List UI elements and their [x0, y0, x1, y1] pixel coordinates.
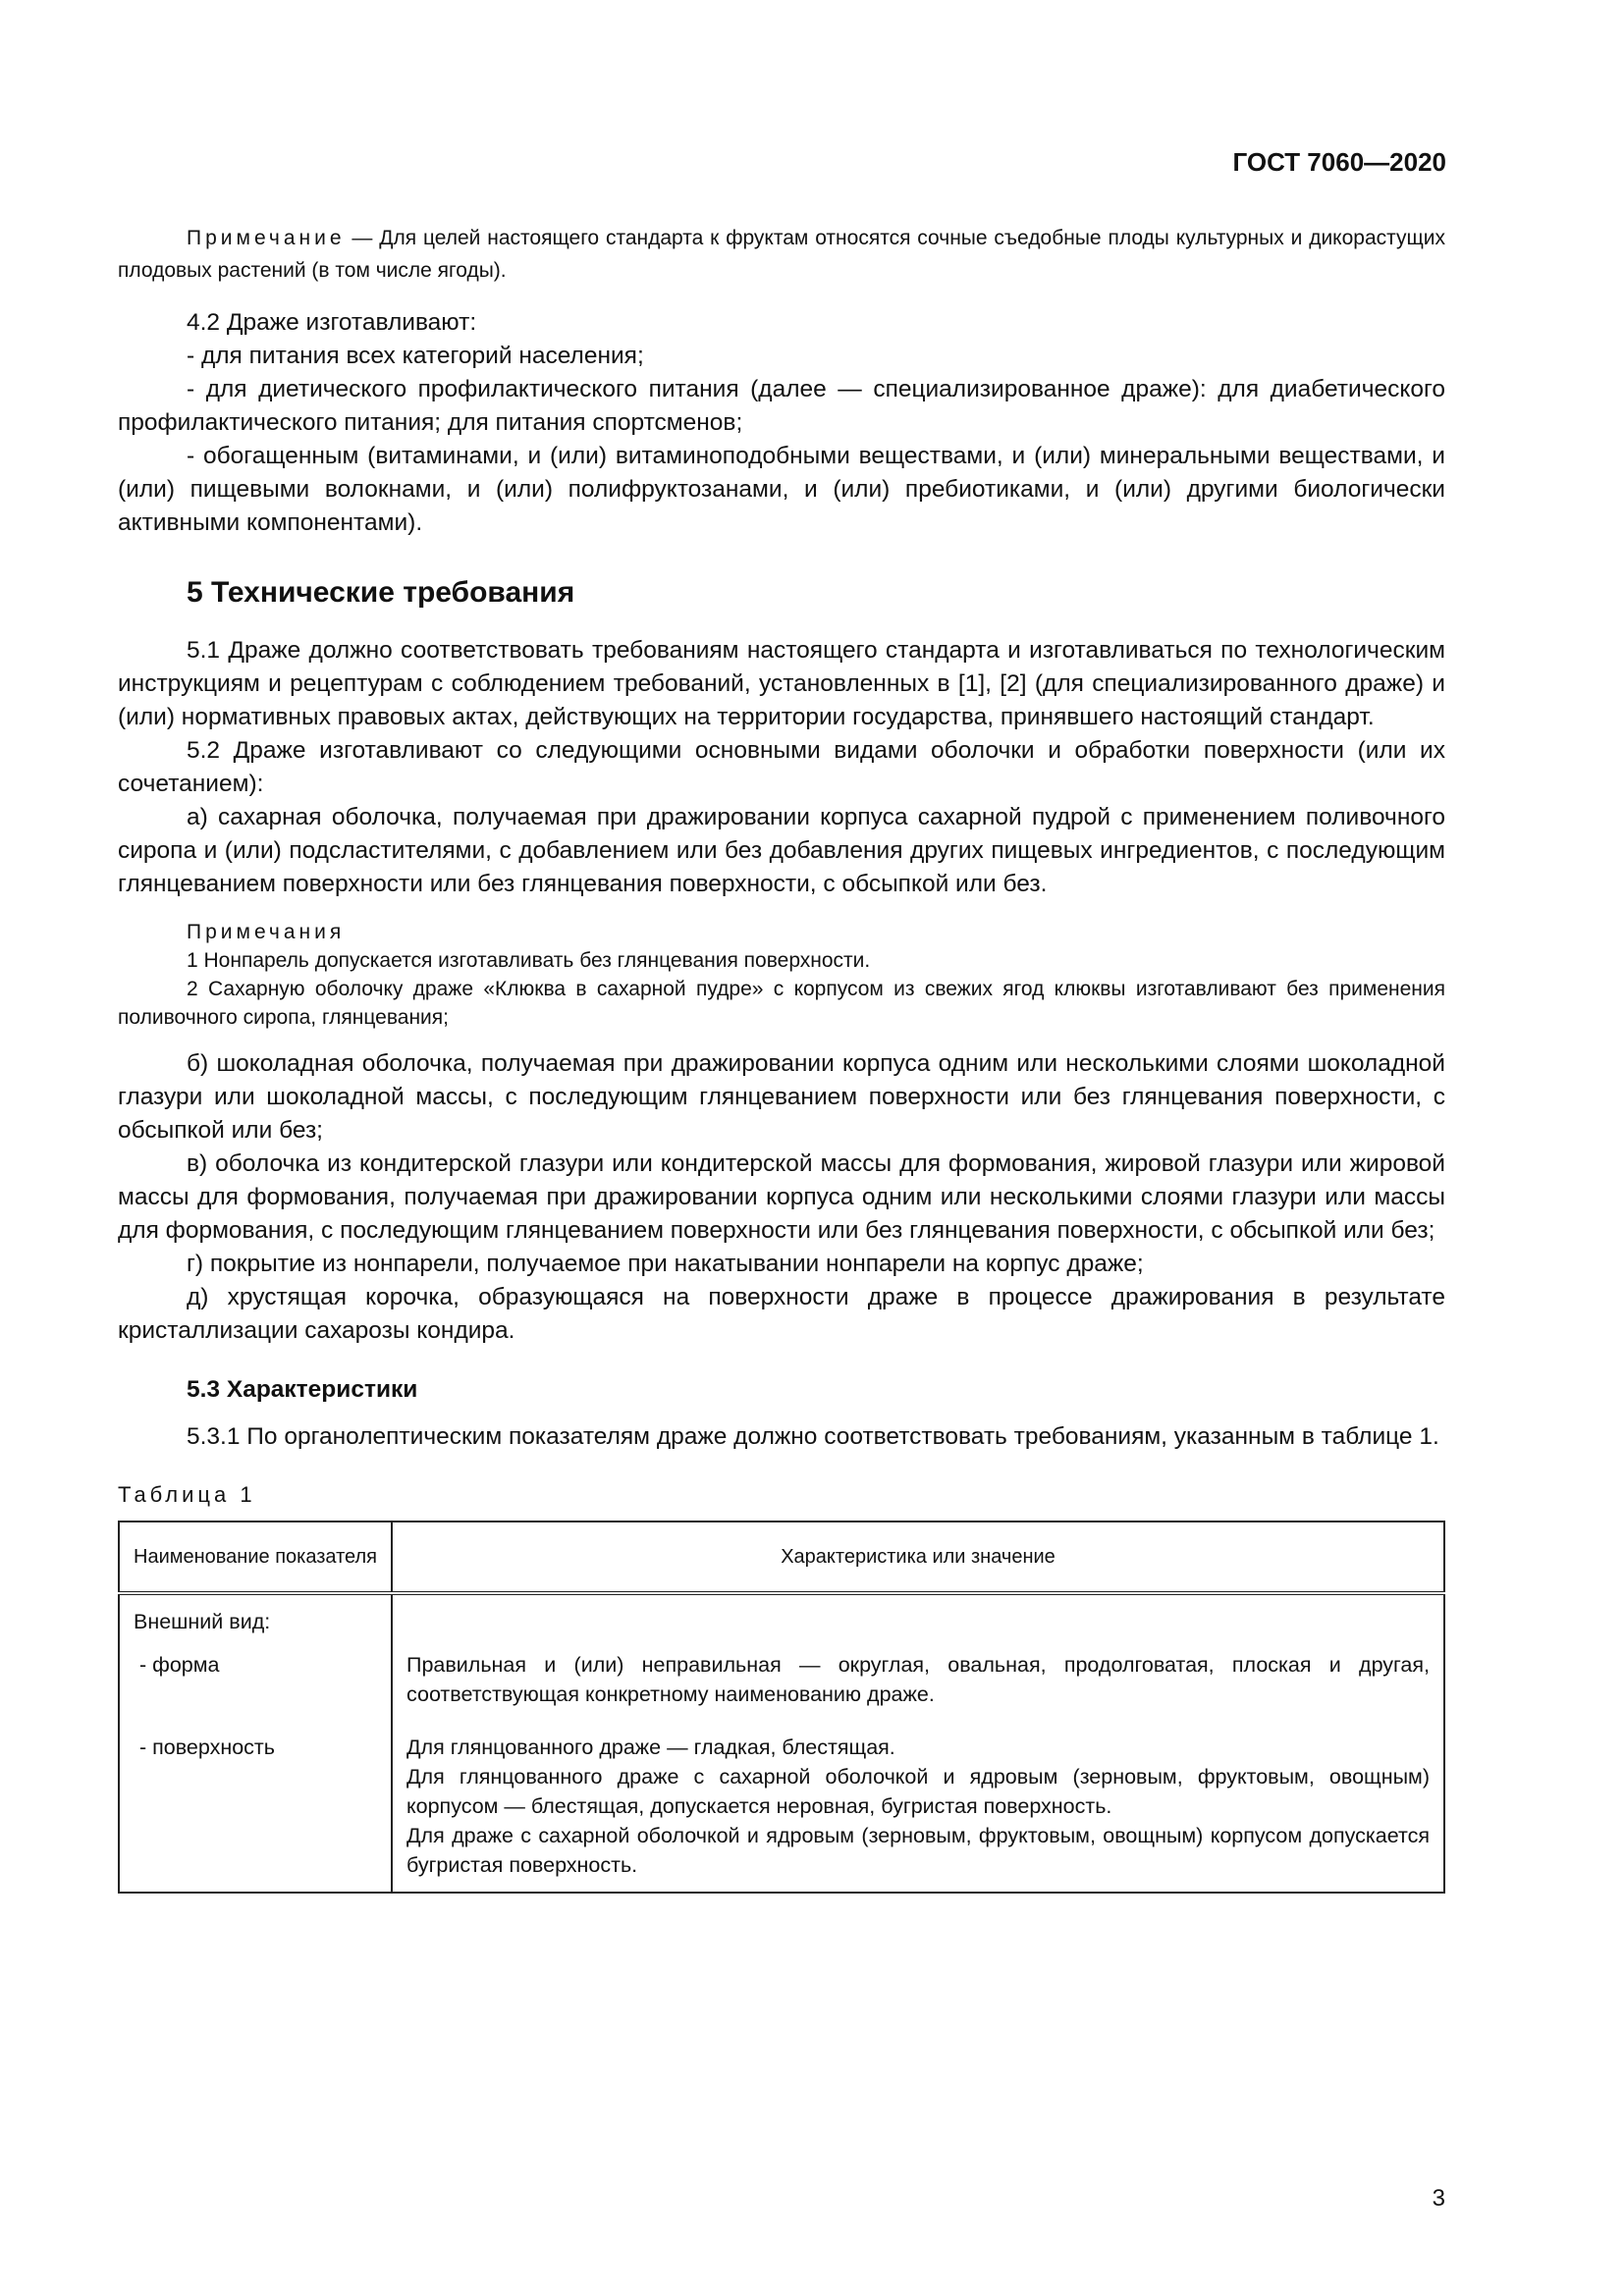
page-content	[118, 222, 1445, 1894]
table-cell-name: - поверхность	[119, 1713, 392, 1893]
notes-block	[118, 919, 1445, 1032]
characteristics-table	[118, 1521, 1445, 1894]
section-title: 5 Технические требования	[187, 576, 575, 609]
clause-4-2-item: - для диетического профилактического питания (далее — специализированное драже): для диабетического профилактического питания; для питания спортсменов;	[118, 376, 1445, 436]
table-header-row	[119, 1522, 1444, 1593]
table-row	[119, 1713, 1444, 1893]
intro-note	[118, 222, 1445, 287]
cell-line: Для глянцованного драже — гладкая, блестящая.	[406, 1735, 895, 1759]
standard-code: ГОСТ 7060—2020	[1232, 147, 1446, 177]
clause-item-g: г) покрытие из нонпарели, получаемое при накатывании нонпарели на корпус драже;	[187, 1251, 1144, 1277]
note-item: 2 Сахарную оболочку драже «Клюква в сахарной пудре» с корпусом из свежих ягод клюквы изготавливают без применения поливочного сиропа, глянцевания;	[118, 978, 1445, 1029]
clause-item-v: в) оболочка из кондитерской глазури или кондитерской массы для формования, жировой глазури или жировой массы для формования, получаемая при дражировании корпуса одним или несколькими слоями глазури или массы для формования, с последующим глянцеванием поверхности или без глянцевания поверхности, с обсыпкой или без;	[118, 1150, 1445, 1244]
clause-5-1: 5.1 Драже должно соответствовать требованиям настоящего стандарта и изготавливаться по технологическим инструкциям и рецептурам с соблюдением требований, установленных в [1], [2] (для специализированного драже) и (или) нормативных правовых актах, действующих на территории государства, принявшего настоящий стандарт.	[118, 637, 1445, 730]
table-cell-name: - форма	[119, 1640, 392, 1713]
table-row	[119, 1593, 1444, 1640]
cell-line: Для глянцованного драже с сахарной оболочкой и ядровым (зерновым, фруктовым, овощным) корпусом — блестящая, допускается неровная, бугристая поверхность.	[406, 1765, 1430, 1818]
table-header-cell: Наименование показателя	[119, 1522, 392, 1593]
note-item: 1 Нонпарель допускается изготавливать без глянцевания поверхности.	[187, 949, 871, 972]
cell-line: Для драже с сахарной оболочкой и ядровым (зерновым, фруктовым, овощным) корпусом допускается бугристая поверхность.	[406, 1824, 1430, 1877]
table-caption: Таблица 1	[118, 1482, 256, 1507]
clause-4-2-lead: 4.2 Драже изготавливают:	[187, 309, 477, 336]
table-cell-value	[392, 1713, 1444, 1893]
page-number: 3	[1432, 2185, 1445, 2212]
clause-5-3-1: 5.3.1 По органолептическим показателям драже должно соответствовать требованиям, указанным в таблице 1.	[187, 1423, 1439, 1450]
table-cell-value: Правильная и (или) неправильная — округлая, овальная, продолговатая, плоская и другая, соответствующая конкретному наименованию драже.	[392, 1640, 1444, 1713]
clause-5-2: 5.2 Драже изготавливают со следующими основными видами оболочки и обработки поверхности (или их сочетанием):	[118, 737, 1445, 797]
table-row	[119, 1640, 1444, 1713]
clause-item-a: а) сахарная оболочка, получаемая при дражировании корпуса сахарной пудрой с применением поливочного сиропа и (или) подсластителями, с добавлением или без добавления других пищевых ингредиентов, с последующим глянцеванием поверхности или без глянцевания поверхности, с обсыпкой или без.	[118, 804, 1445, 897]
note-text: — Для целей настоящего стандарта к фруктам относятся сочные съедобные плоды культурных и дикорастущих плодовых растений (в том числе ягоды).	[118, 227, 1445, 282]
clause-item-d: д) хрустящая корочка, образующаяся на поверхности драже в процессе дражирования в результате кристаллизации сахарозы кондира.	[118, 1284, 1445, 1344]
table-cell-value	[392, 1593, 1444, 1640]
notes-heading: Примечания	[187, 921, 346, 943]
note-label: Примечание	[187, 227, 346, 249]
table-header-cell: Характеристика или значение	[392, 1522, 1444, 1593]
clause-item-b: б) шоколадная оболочка, получаемая при дражировании корпуса одним или несколькими слоями шоколадной глазури или шоколадной массы, с последующим глянцеванием поверхности или без глянцевания поверхности, с обсыпкой или без;	[118, 1050, 1445, 1144]
clause-4-2-item: - обогащенным (витаминами, и (или) витаминоподобными веществами, и (или) минеральными веществами, и (или) пищевыми волокнами, и (или) полифруктозанами, и (или) пребиотиками, и (или) другими биологически активными компонентами).	[118, 443, 1445, 536]
subsection-title: 5.3 Характеристики	[187, 1376, 418, 1403]
clause-4-2-item: - для питания всех категорий населения;	[187, 343, 644, 369]
table-cell-name: Внешний вид:	[119, 1593, 392, 1640]
